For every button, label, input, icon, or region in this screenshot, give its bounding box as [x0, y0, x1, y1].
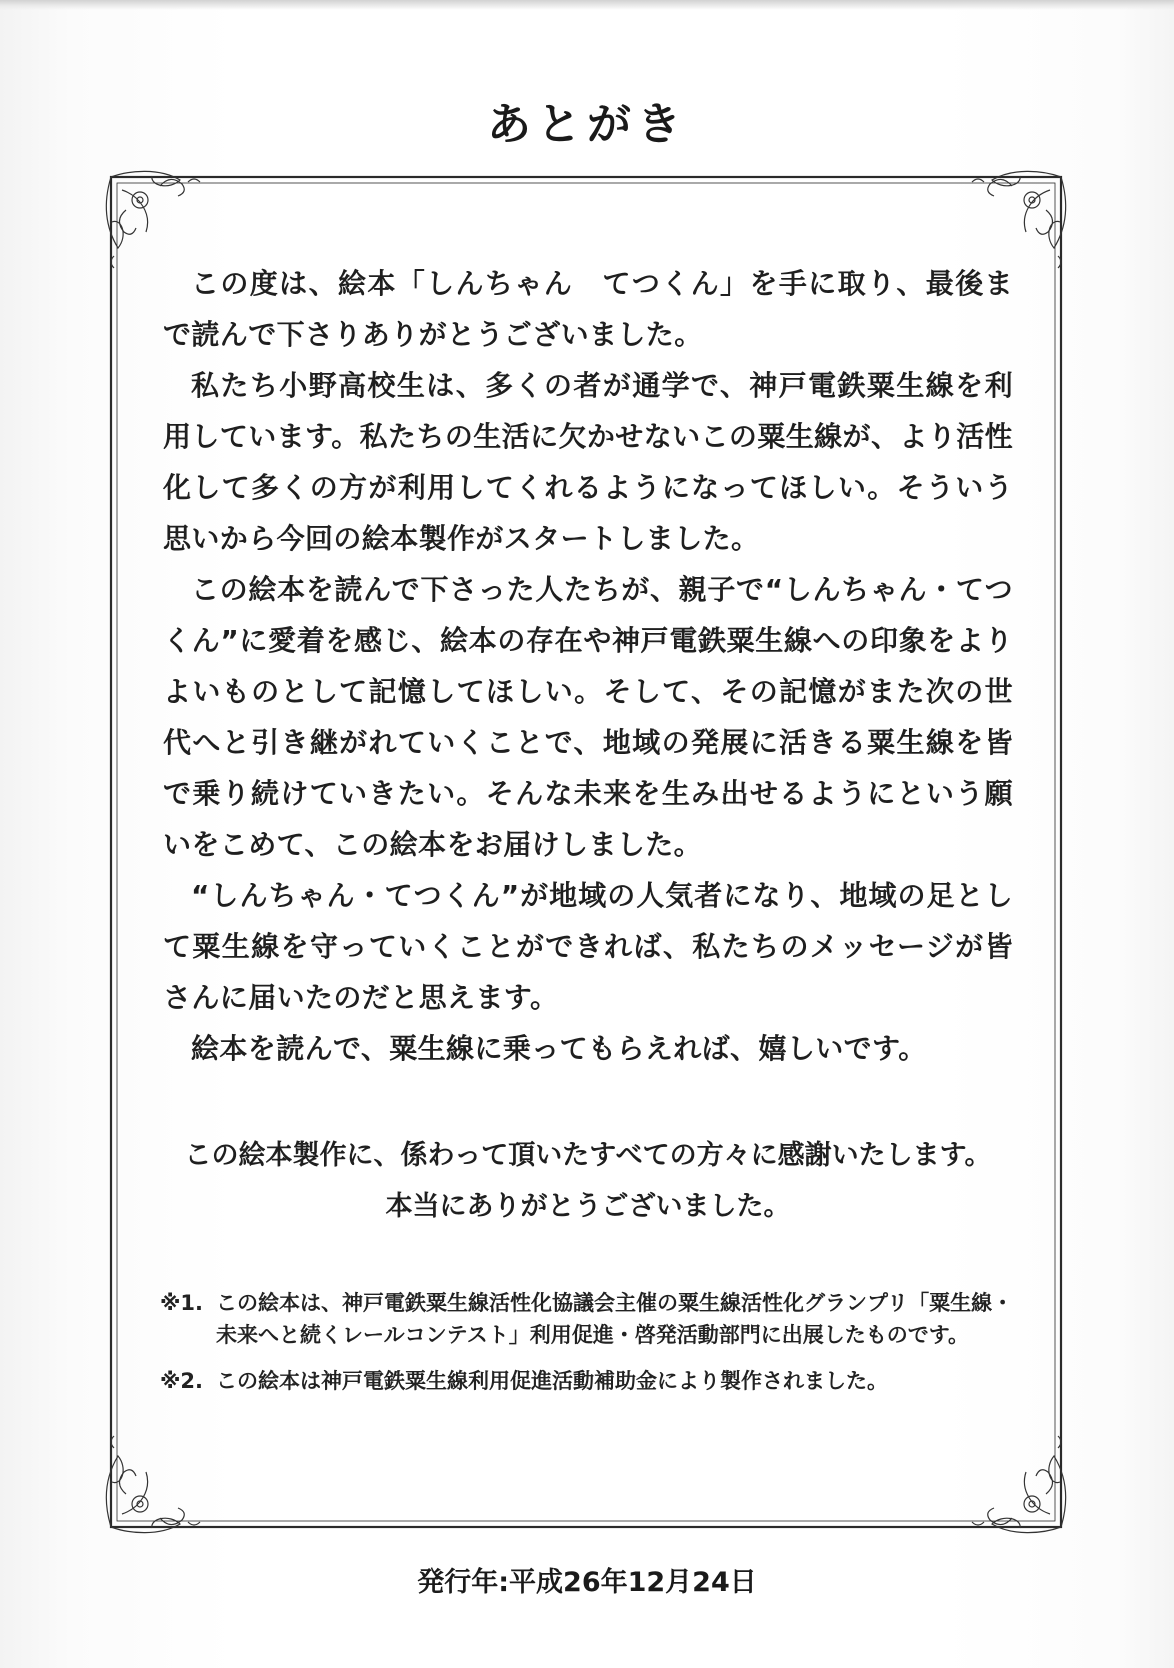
footnote-marker: ※1. — [160, 1291, 204, 1315]
footnotes — [160, 1287, 1020, 1411]
paragraph: この度は、絵本「しんちゃん てつくん」を手に取り、最後まで読んで下さりありがとうございました。 — [163, 267, 1013, 351]
footnote — [160, 1365, 1020, 1397]
footnote-marker: ※2. — [160, 1369, 204, 1393]
paragraph: “しんちゃん・てつくん”が地域の人気者になり、地域の足として粟生線を守っていくことができれば、私たちのメッセージが皆さんに届いたのだと思えます。 — [163, 879, 1013, 1014]
afterword-body — [163, 258, 1013, 1074]
paragraph: 絵本を読んで、粟生線に乗ってもらえれば、嬉しいです。 — [191, 1032, 927, 1065]
paragraph: この絵本を読んで下さった人たちが、親子で“しんちゃん・てつくん”に愛着を感じ、絵本の存在や神戸電鉄粟生線への印象をよりよいものとして記憶してほしい。そして、その記憶がまた次の世代へと引き継がれていくことで、地域の発展に活きる粟生線を皆で乗り続けていきたい。そんな未来を生み出せるようにという願いをこめて、この絵本をお届けしました。 — [163, 573, 1013, 861]
corner-flourish-top-left — [106, 171, 200, 268]
paragraph: 私たち小野高校生は、多くの者が通学で、神戸電鉄粟生線を利用しています。私たちの生活に欠かせないこの粟生線が、より活性化して多くの方が利用してくれるようになってほしい。そういう思いから今回の絵本製作がスタートしました。 — [163, 369, 1013, 555]
page-title: あとがき — [487, 99, 687, 150]
thanks-block — [163, 1130, 1013, 1232]
thanks-line: 本当にありがとうございました。 — [385, 1191, 791, 1222]
corner-flourish-bottom-right — [972, 1436, 1066, 1533]
page-top-edge — [0, 0, 1174, 10]
thanks-line: この絵本製作に、係わって頂いたすべての方々に感謝いたします。 — [184, 1140, 992, 1171]
footnote-text: この絵本は神戸電鉄粟生線利用促進活動補助金により製作されました。 — [216, 1369, 888, 1393]
footnote-text: この絵本は、神戸電鉄粟生線活性化協議会主催の粟生線活性化グランプリ「粟生線・未来へと続くレールコンテスト」利用促進・啓発活動部門に出展したものです。 — [216, 1291, 1014, 1347]
corner-flourish-top-right — [972, 171, 1066, 268]
footnote — [160, 1287, 1020, 1351]
publication-date: 発行年:平成26年12月24日 — [417, 1567, 757, 1598]
corner-flourish-bottom-left — [106, 1436, 200, 1533]
